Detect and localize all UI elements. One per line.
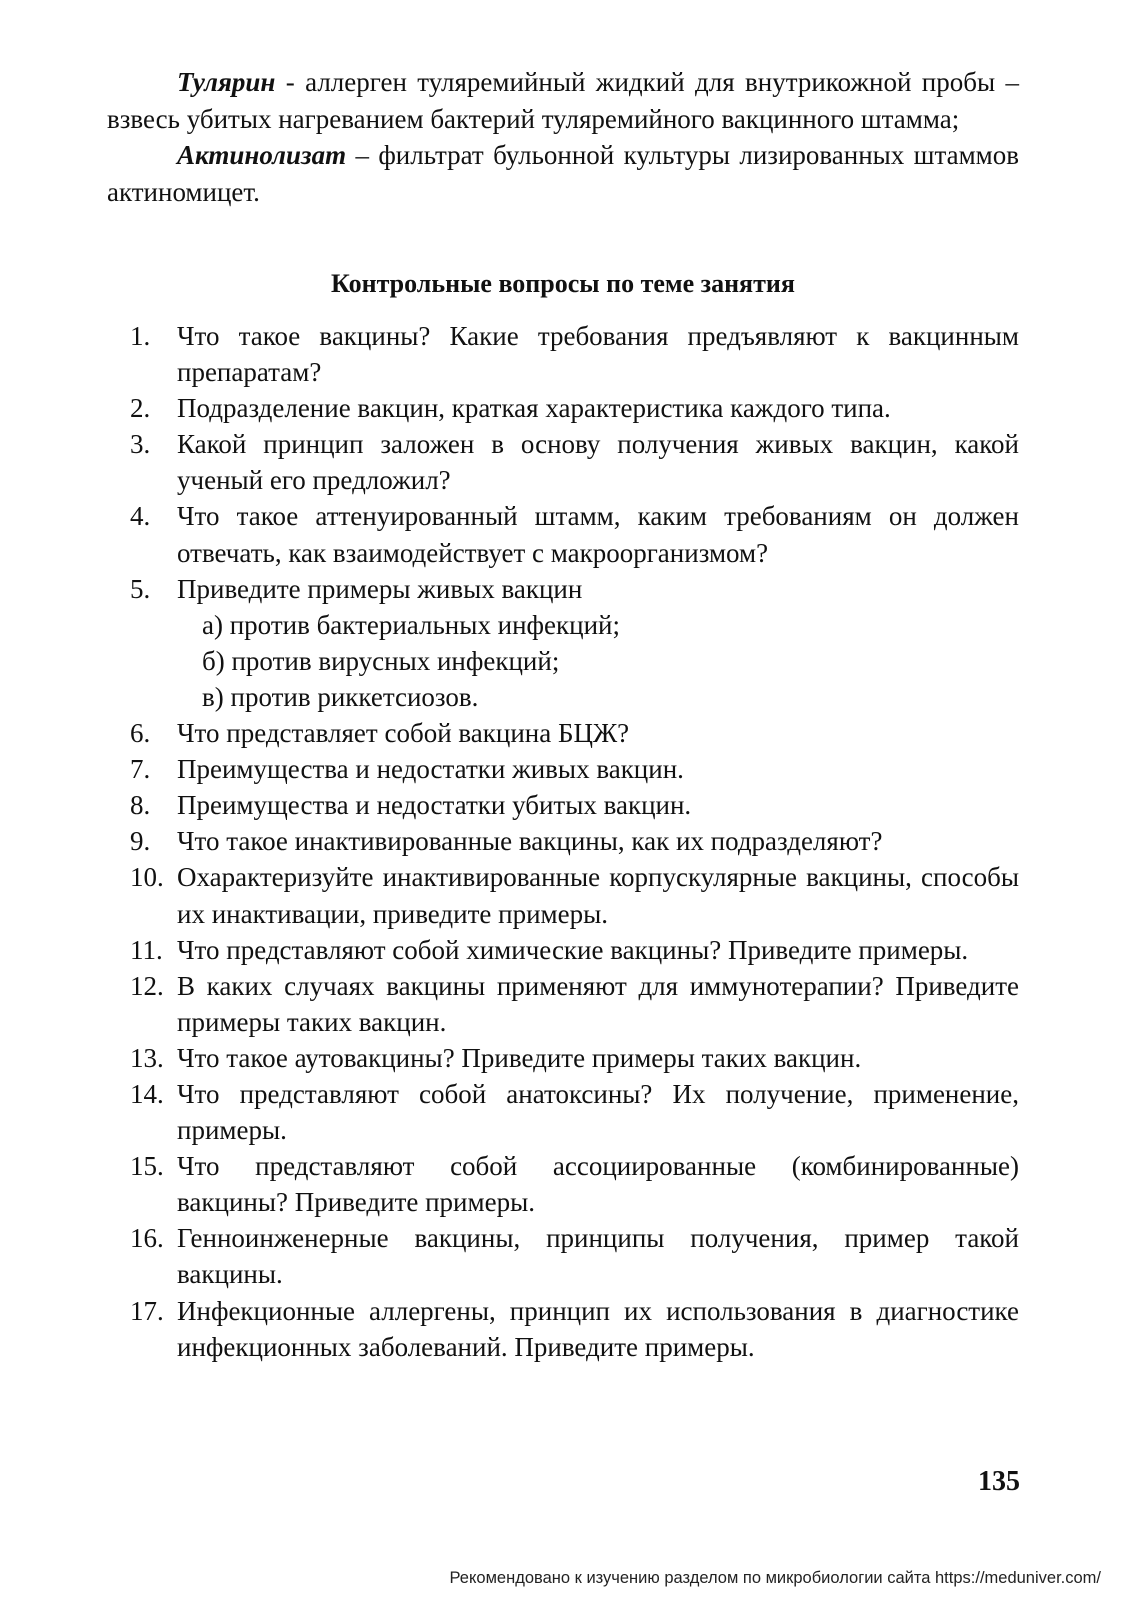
page-number: 135 — [978, 1466, 1020, 1497]
question-number: 7. — [130, 754, 151, 785]
definition-tularin: - аллерген туляремийный жидкий для внутрикожной пробы – взвесь убитых нагреванием бактерий туляремийного вакцинного штамма; — [107, 67, 1019, 134]
question-text: Что представляют собой анатоксины? Их получение, применение, примеры. — [177, 1078, 1019, 1146]
question-item — [107, 1040, 1019, 1076]
paragraph-tularin — [107, 64, 1019, 137]
question-item — [107, 1293, 1019, 1365]
definition-actinolysate: – фильтрат бульонной культуры лизированных штаммов актиномицет. — [107, 140, 1019, 207]
question-number: 8. — [130, 790, 151, 821]
question-number: 2. — [130, 393, 151, 424]
questions-list — [107, 318, 1019, 1365]
question-text: Преимущества и недостатки убитых вакцин. — [177, 790, 692, 821]
question-text: Что представляет собой вакцина БЦЖ? — [177, 718, 630, 749]
question-item — [107, 787, 1019, 823]
question-item — [107, 715, 1019, 751]
question-text: В каких случаях вакцины применяют для иммунотерапии? Приведите примеры таких вакцин. — [177, 970, 1019, 1037]
question-item — [107, 1220, 1019, 1292]
question-text: Что представляют собой ассоциированные (комбинированные) вакцины? Приведите примеры. — [177, 1151, 1019, 1218]
question-number: 4. — [130, 501, 151, 532]
question-text: Преимущества и недостатки живых вакцин. — [177, 754, 684, 785]
subitem-bacterial: а) против бактериальных инфекций; — [202, 609, 620, 640]
question-text: Охарактеризуйте инактивированные корпускулярные вакцины, способы их инактивации, приведите примеры. — [177, 862, 1019, 929]
question-number: 14. — [130, 1078, 164, 1109]
question-text: Что такое аттенуированный штамм, каким требованиям он должен отвечать, как взаимодействует с макроорганизмом? — [177, 501, 1019, 568]
question-item — [107, 932, 1019, 968]
question-text: Что такое аутовакцины? Приведите примеры таких вакцин. — [177, 1042, 862, 1073]
question-number: 13. — [130, 1042, 164, 1073]
question-number: 15. — [130, 1151, 164, 1182]
question-number: 1. — [130, 321, 151, 351]
question-text: Что такое инактивированные вакцины, как их подразделяют? — [177, 826, 883, 857]
subitem-rickettsial: в) против риккетсиозов. — [202, 681, 479, 712]
section-heading: Контрольные вопросы по теме занятия — [331, 269, 795, 298]
question-number: 3. — [130, 429, 151, 460]
question-item — [107, 859, 1019, 931]
question-number: 5. — [130, 573, 151, 604]
paragraph-actinolysate — [107, 137, 1019, 210]
question-text: Какой принцип заложен в основу получения живых вакцин, какой ученый его предложил? — [177, 429, 1019, 496]
question-item — [107, 751, 1019, 787]
question-item — [107, 426, 1019, 498]
intro-section — [107, 64, 1019, 210]
term-tularin: Тулярин — [177, 67, 276, 97]
question-item — [107, 571, 1019, 607]
question-text: Инфекционные аллергены, принцип их использования в диагностике инфекционных заболеваний. Приведите примеры. — [177, 1295, 1019, 1362]
question-text: Подразделение вакцин, краткая характеристика каждого типа. — [177, 393, 891, 424]
question-text: Что такое вакцины? Какие требования предъявляют к вакцинным препаратам? — [177, 321, 1019, 388]
question-item — [107, 498, 1019, 570]
question-item — [107, 1148, 1019, 1220]
question-text: Приведите примеры живых вакцин — [177, 573, 583, 604]
question-number: 16. — [130, 1223, 164, 1254]
footer-note: Рекомендовано к изучению разделом по микробиологии сайта https://meduniver.com/ — [449, 1569, 1101, 1587]
question-number: 6. — [130, 718, 151, 749]
question-number: 12. — [130, 970, 164, 1001]
question-item — [107, 318, 1019, 390]
question-number: 10. — [130, 862, 164, 893]
subitem-viral: б) против вирусных инфекций; — [202, 645, 560, 676]
question-item — [107, 968, 1019, 1040]
question-number: 11. — [130, 934, 163, 965]
question-text: Что представляют собой химические вакцины? Приведите примеры. — [177, 934, 969, 965]
question-item — [107, 823, 1019, 859]
question-text: Генноинженерные вакцины, принципы получения, пример такой вакцины. — [177, 1223, 1019, 1290]
question-number: 9. — [130, 826, 151, 857]
term-actinolysate: Актинолизат — [177, 140, 347, 170]
question-number: 17. — [130, 1295, 164, 1326]
question-item — [107, 390, 1019, 426]
question-item — [107, 1076, 1019, 1148]
